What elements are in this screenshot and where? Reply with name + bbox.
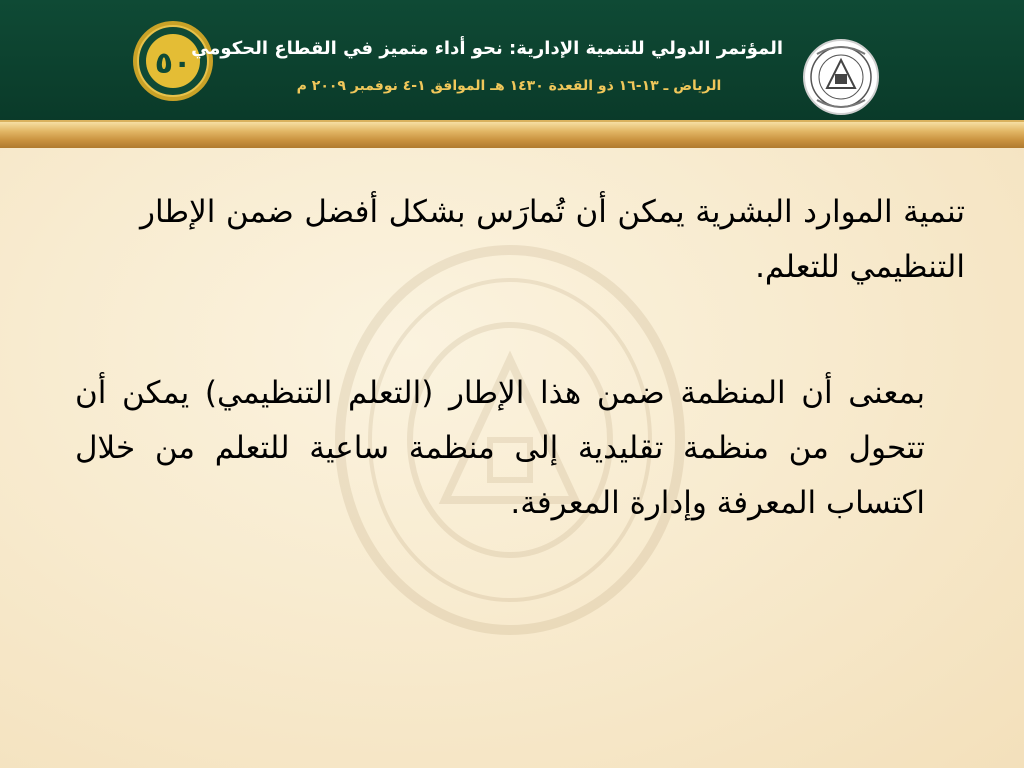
header-subtitle: الرياض ـ ١٣-١٦ ذو القعدة ١٤٣٠ هـ الموافق ١-٤ نوفمبر ٢٠٠٩ م [296,78,722,94]
institute-seal-icon [795,38,887,116]
paragraph-1: تنمية الموارد البشرية يمكن أن تُمارَس بشكل أفضل ضمن الإطار التنظيمي للتعلم. [140,194,965,285]
paragraph-2: بمعنى أن المنظمة ضمن هذا الإطار (التعلم التنظيمي) يمكن أن تتحول من منظمة تقليدية إلى منظمة ساعية للتعلم من خلال اكتساب المعرفة وإدارة المعرفة. [75,375,925,521]
header-gold-band [0,122,1024,148]
header-title: المؤتمر الدولي للتنمية الإدارية: نحو أداء متميز في القطاع الحكومي [191,38,783,59]
logo-left-number: ٥٠ [154,46,192,81]
anniversary-logo-icon [131,19,215,103]
header-banner [0,0,1024,122]
